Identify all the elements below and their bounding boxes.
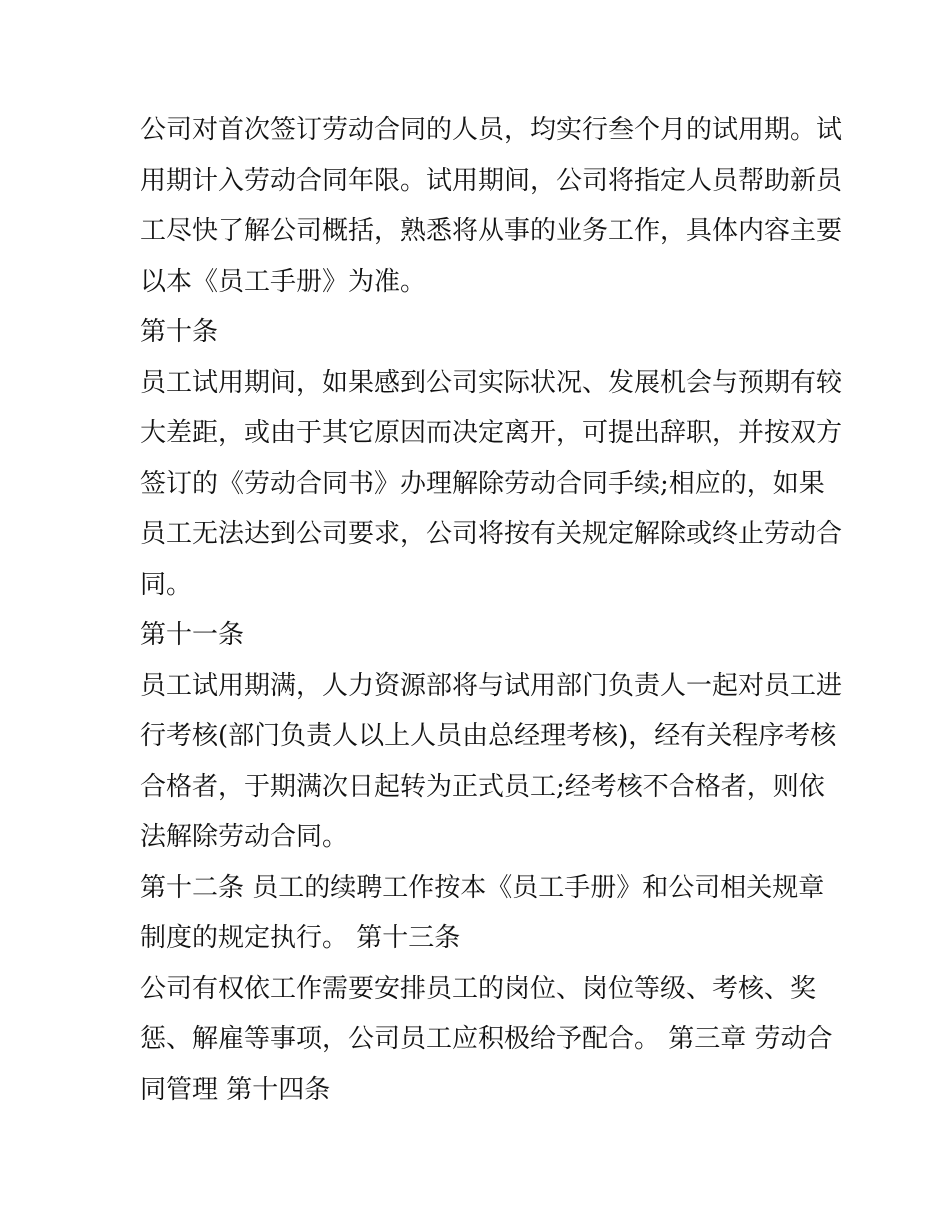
- text-line: 员工试用期间，如果感到公司实际状况、发展机会与预期有较: [140, 368, 843, 398]
- text-line: 工尽快了解公司概括，熟悉将从事的业务工作，具体内容主要: [140, 216, 843, 246]
- text-line: 员工试用期满，人力资源部将与试用部门负责人一起对员工进: [140, 671, 843, 701]
- text-line: 合格者，于期满次日起转为正式员工;经考核不合格者，则依: [140, 772, 825, 802]
- text-line: 大差距，或由于其它原因而决定离开，可提出辞职，并按双方: [140, 418, 843, 448]
- text-line: 行考核(部门负责人以上人员由总经理考核)，经有关程序考核: [140, 721, 837, 751]
- text-line: 第十二条 员工的续聘工作按本《员工手册》和公司相关规章: [140, 873, 825, 903]
- article-heading: 第十条: [140, 317, 219, 347]
- text-line: 法解除劳动合同。: [140, 822, 349, 852]
- text-line: 员工无法达到公司要求，公司将按有关规定解除或终止劳动合: [140, 519, 843, 549]
- text-line: 签订的《劳动合同书》办理解除劳动合同手续;相应的，如果: [140, 469, 825, 499]
- text-line: 公司对首次签订劳动合同的人员，均实行叁个月的试用期。试: [140, 115, 843, 145]
- text-line: 同管理 第十四条: [140, 1075, 331, 1105]
- text-line: 公司有权依工作需要安排员工的岗位、岗位等级、考核、奖: [140, 974, 817, 1004]
- text-line: 惩、解雇等事项，公司员工应积极给予配合。 第三章 劳动合: [140, 1024, 833, 1054]
- text-line: 以本《员工手册》为准。: [140, 267, 427, 297]
- article-heading: 第十一条: [140, 620, 245, 650]
- text-line: 同。: [140, 570, 193, 600]
- text-line: 制度的规定执行。 第十三条: [140, 923, 461, 953]
- text-line: 用期计入劳动合同年限。试用期间，公司将指定人员帮助新员: [140, 166, 843, 196]
